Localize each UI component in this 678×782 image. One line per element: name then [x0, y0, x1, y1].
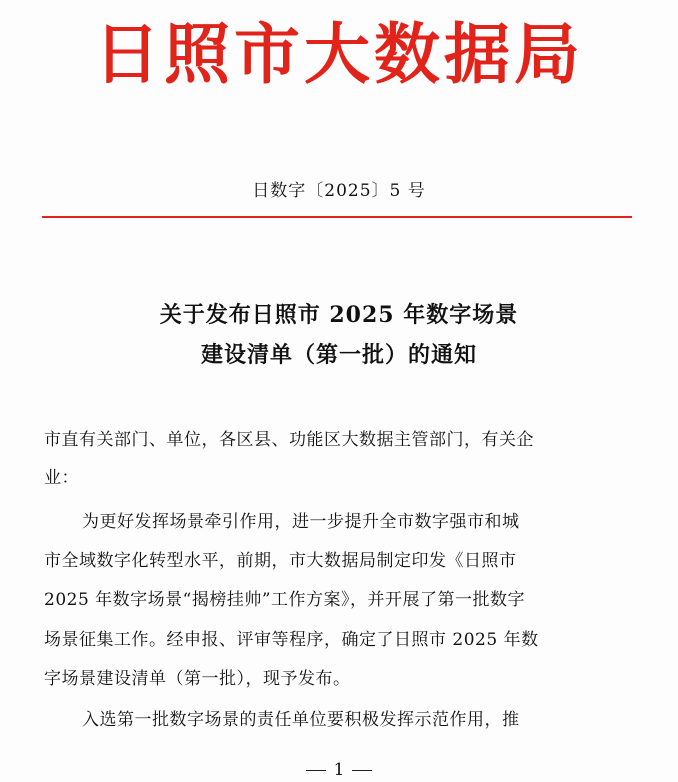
page-number-dash-left: [306, 770, 326, 771]
paragraph-2-line-1: 入选第一批数字场景的责任单位要积极发挥示范作用，推: [82, 710, 520, 730]
paragraph-1-line-4: 场景征集工作。经申报、评审等程序，确定了日照市 2025 年数: [44, 630, 539, 650]
page-number: 1: [333, 760, 345, 780]
issuing-authority-header: 日照市大数据局: [94, 16, 584, 93]
red-separator-line: [42, 216, 632, 218]
paragraph-1-line-1: 为更好发挥场景牵引作用，进一步提升全市数字强市和城: [82, 512, 520, 532]
addressee-line-1: 市直有关部门、单位，各区县、功能区大数据主管部门，有关企: [44, 430, 534, 450]
page-number-footer: [0, 760, 678, 780]
page-number-dash-right: [352, 770, 372, 771]
paragraph-1-line-2: 市全域数字化转型水平，前期，市大数据局制定印发《日照市: [44, 551, 517, 571]
paragraph-1-line-5: 字场景建设清单（第一批），现予发布。: [44, 669, 351, 689]
addressee-line-2: 业：: [44, 468, 79, 488]
notice-title-line-2: 建设清单（第一批）的通知: [200, 342, 477, 368]
paragraph-1-line-3: 2025 年数字场景“揭榜挂帅”工作方案》，并开展了第一批数字: [44, 590, 526, 610]
document-number: 日数字〔2025〕5 号: [252, 181, 426, 201]
notice-title-line-1: 关于发布日照市 2025 年数字场景: [159, 302, 519, 328]
